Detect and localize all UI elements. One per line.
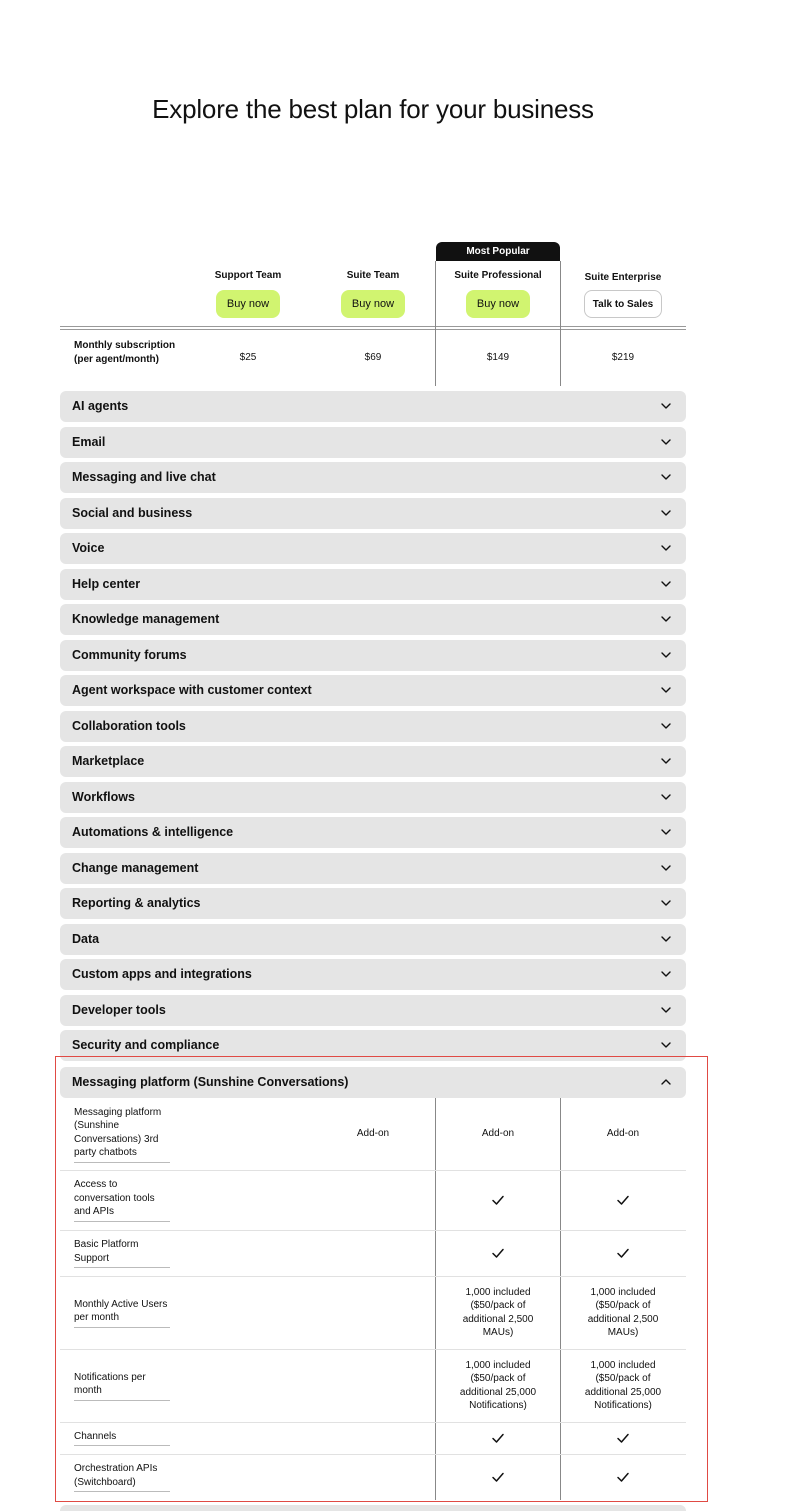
accordion-workflows[interactable]: [60, 782, 686, 813]
accordion-automations-intelligence[interactable]: [60, 817, 686, 848]
accordion-developer-tools[interactable]: [60, 995, 686, 1026]
accordion-title: AI agents: [72, 399, 129, 413]
accordion-title: Data: [72, 931, 100, 946]
accordion-title: Collaboration tools: [72, 718, 186, 733]
plan-name-support-team: Support Team: [214, 270, 282, 281]
accordion-reporting-analytics[interactable]: [60, 888, 686, 919]
feature-label: [74, 1106, 172, 1163]
chevron-down-icon: [660, 471, 672, 483]
check-icon: [491, 1431, 505, 1445]
accordion-knowledge-management[interactable]: [60, 604, 686, 635]
feature-value-cell: Add-on: [606, 1128, 640, 1139]
accordion-title: Change management: [72, 860, 199, 875]
accordion-title: Custom apps and integrations: [72, 967, 252, 981]
popular-column-right-border: [560, 261, 561, 386]
header-divider-2: [60, 329, 686, 330]
accordion-agent-workspace-with-customer-context[interactable]: [60, 675, 686, 706]
feature-label-text[interactable]: Access to conversation tools and APIs: [74, 1179, 155, 1217]
plan-name-suite-team: Suite Team: [346, 270, 400, 281]
accordion-title: Agent workspace with customer context: [72, 683, 312, 697]
check-icon: [491, 1193, 505, 1207]
accordion-title: Email: [72, 434, 106, 449]
feature-value-cell: Add-on: [356, 1128, 390, 1139]
check-icon: [616, 1431, 630, 1445]
check-icon: [491, 1470, 505, 1484]
chevron-down-icon: [660, 791, 672, 803]
check-icon: [616, 1470, 630, 1484]
accordion-title: Knowledge management: [72, 612, 220, 626]
accordion-title: Automations & intelligence: [72, 825, 234, 839]
accordion-community-forums[interactable]: [60, 640, 686, 671]
chevron-down-icon: [660, 933, 672, 945]
price-suite-enterprise: $219: [611, 352, 635, 363]
feature-label: [74, 1462, 172, 1492]
accordion-collaboration-tools[interactable]: [60, 711, 686, 742]
chevron-down-icon: [660, 826, 672, 838]
most-popular-badge: Most Popular: [436, 242, 560, 261]
buy-now-button-support-team[interactable]: Buy now: [216, 290, 280, 318]
chevron-down-icon: [660, 613, 672, 625]
accordion-email[interactable]: [60, 427, 686, 458]
talk-to-sales-button[interactable]: Talk to Sales: [584, 290, 662, 318]
accordion-title: Security and compliance: [72, 1038, 220, 1052]
chevron-up-icon: [660, 1076, 672, 1088]
chevron-down-icon: [660, 436, 672, 448]
check-icon: [491, 1246, 505, 1260]
chevron-down-icon: [660, 1039, 672, 1051]
feature-label-text[interactable]: Channels: [74, 1430, 117, 1442]
accordion-data[interactable]: [60, 924, 686, 955]
accordion-marketplace[interactable]: [60, 746, 686, 777]
feature-label-text[interactable]: Orchestration APIs (Switchboard): [74, 1463, 158, 1488]
chevron-down-icon: [660, 684, 672, 696]
feature-value-cell: 1,000 included ($50/pack of additional 25,000 Notifications): [584, 1359, 662, 1411]
accordion-messaging-and-live-chat[interactable]: [60, 462, 686, 493]
accordion-custom-apps-and-integrations[interactable]: [60, 959, 686, 990]
feature-label-text[interactable]: Notifications per month: [74, 1371, 146, 1396]
accordion-title: Community forums: [72, 647, 187, 662]
feature-label: [74, 1178, 172, 1222]
feature-label-text[interactable]: Basic Platform Support: [74, 1239, 139, 1264]
page-title: Explore the best plan for your business: [152, 94, 594, 124]
chevron-down-icon: [660, 897, 672, 909]
row-divider: [60, 1170, 686, 1171]
feature-label: [74, 1430, 172, 1447]
accordion-title: Developer tools: [72, 1002, 166, 1017]
row-divider: [60, 1230, 686, 1231]
chevron-down-icon: [660, 578, 672, 590]
accordion-messaging-platform[interactable]: [60, 1067, 686, 1098]
chevron-down-icon: [660, 862, 672, 874]
chevron-down-icon: [660, 507, 672, 519]
feature-label: [74, 1371, 172, 1401]
accordion-title: Social and business: [72, 505, 193, 520]
chevron-down-icon: [660, 720, 672, 732]
feature-label-text[interactable]: Monthly Active Users per month: [74, 1298, 168, 1323]
accordion-title: Reporting & analytics: [72, 896, 201, 910]
row-divider: [60, 1454, 686, 1455]
accordion-voice[interactable]: [60, 533, 686, 564]
price-support-team: $25: [239, 352, 257, 363]
check-icon: [616, 1193, 630, 1207]
chevron-down-icon: [660, 542, 672, 554]
accordion-title: Voice: [72, 541, 105, 555]
accordion-ai-agents[interactable]: [60, 391, 686, 422]
feature-value-cell: 1,000 included ($50/pack of additional 2,500 MAUs): [462, 1286, 534, 1338]
accordion-title: Workflows: [72, 789, 135, 804]
accordion-help-center[interactable]: [60, 569, 686, 600]
row-divider: [60, 1276, 686, 1277]
feature-label: [74, 1298, 172, 1328]
price-suite-professional: $149: [486, 352, 510, 363]
feature-value-cell: 1,000 included ($50/pack of additional 25,000 Notifications): [459, 1359, 537, 1411]
chevron-down-icon: [660, 1004, 672, 1016]
plan-name-suite-enterprise: Suite Enterprise: [584, 272, 662, 283]
accordion-title: Messaging platform (Sunshine Conversations): [72, 1075, 349, 1089]
row-divider: [60, 1349, 686, 1350]
row-divider: [60, 1422, 686, 1423]
feature-label: [74, 1238, 172, 1268]
accordion-social-and-business[interactable]: [60, 498, 686, 529]
check-icon: [616, 1246, 630, 1260]
accordion-security-and-compliance[interactable]: [60, 1030, 686, 1061]
header-divider: [60, 326, 686, 327]
chevron-down-icon: [660, 755, 672, 767]
chevron-down-icon: [660, 649, 672, 661]
chevron-down-icon: [660, 400, 672, 412]
accordion-title: Marketplace: [72, 754, 145, 768]
buy-now-button-suite-team[interactable]: Buy now: [341, 290, 405, 318]
feature-label-text[interactable]: Messaging platform (Sunshine Conversations) 3rd party chatbots: [74, 1106, 162, 1158]
price-suite-team: $69: [364, 352, 382, 363]
popular-column-left-border: [435, 261, 436, 386]
chevron-down-icon: [660, 968, 672, 980]
plan-name-suite-professional: Suite Professional: [454, 270, 542, 281]
price-row-label: Monthly subscription (per agent/month): [74, 340, 176, 365]
feature-value-cell: 1,000 included ($50/pack of additional 2,500 MAUs): [587, 1286, 659, 1338]
buy-now-button-suite-professional[interactable]: Buy now: [466, 290, 530, 318]
next-section-strip: [60, 1505, 686, 1511]
accordion-change-management[interactable]: [60, 853, 686, 884]
feature-value-cell: Add-on: [481, 1128, 515, 1139]
accordion-title: Help center: [72, 576, 141, 591]
accordion-title: Messaging and live chat: [72, 470, 216, 484]
